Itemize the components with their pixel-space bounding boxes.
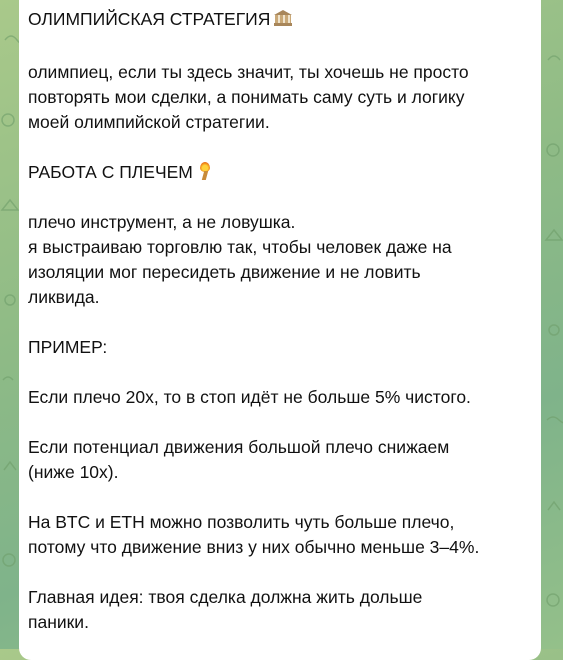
paragraph-line: Если плечо 20х, то в стоп идёт не больше 5% чистого. xyxy=(28,387,471,407)
heading-olympic-strategy xyxy=(28,7,292,32)
paragraph-line: я выстраиваю торговлю так, чтобы человек даже на xyxy=(28,237,452,257)
paragraph-line: потому что движение вниз у них обычно меньше 3–4%. xyxy=(28,537,480,557)
paragraph-line: повторять мои сделки, а понимать саму суть и логику xyxy=(28,87,465,107)
classical-building-icon xyxy=(274,10,292,26)
heading-text: РАБОТА С ПЛЕЧЕМ xyxy=(28,162,193,182)
heading-text: ПРИМЕР xyxy=(28,337,103,357)
heading-leverage xyxy=(28,160,211,185)
paragraph-line: паники. xyxy=(28,612,89,632)
paragraph-line: ликвида. xyxy=(28,287,100,307)
heading-colon: : xyxy=(102,337,108,357)
paragraph-line: моей олимпийской стратегии. xyxy=(28,112,270,132)
paragraph-line: олимпиец, если ты здесь значит, ты хочешь не просто xyxy=(28,62,469,82)
heading-text: ОЛИМПИЙСКАЯ СТРАТЕГИЯ xyxy=(28,9,271,29)
heading-example xyxy=(28,335,107,360)
paragraph-line: На BTC и ETH можно позволить чуть больше плечо, xyxy=(28,512,455,532)
paragraph-line: (ниже 10х). xyxy=(28,462,119,482)
paragraph-line: Главная идея: твоя сделка должна жить дольше xyxy=(28,587,423,607)
torch-icon xyxy=(199,162,211,180)
paragraph-line: Если потенциал движения большой плечо снижаем xyxy=(28,437,450,457)
paragraph-line: изоляции мог пересидеть движение и не ловить xyxy=(28,262,421,282)
paragraph-line: плечо инструмент, а не ловушка. xyxy=(28,212,296,232)
